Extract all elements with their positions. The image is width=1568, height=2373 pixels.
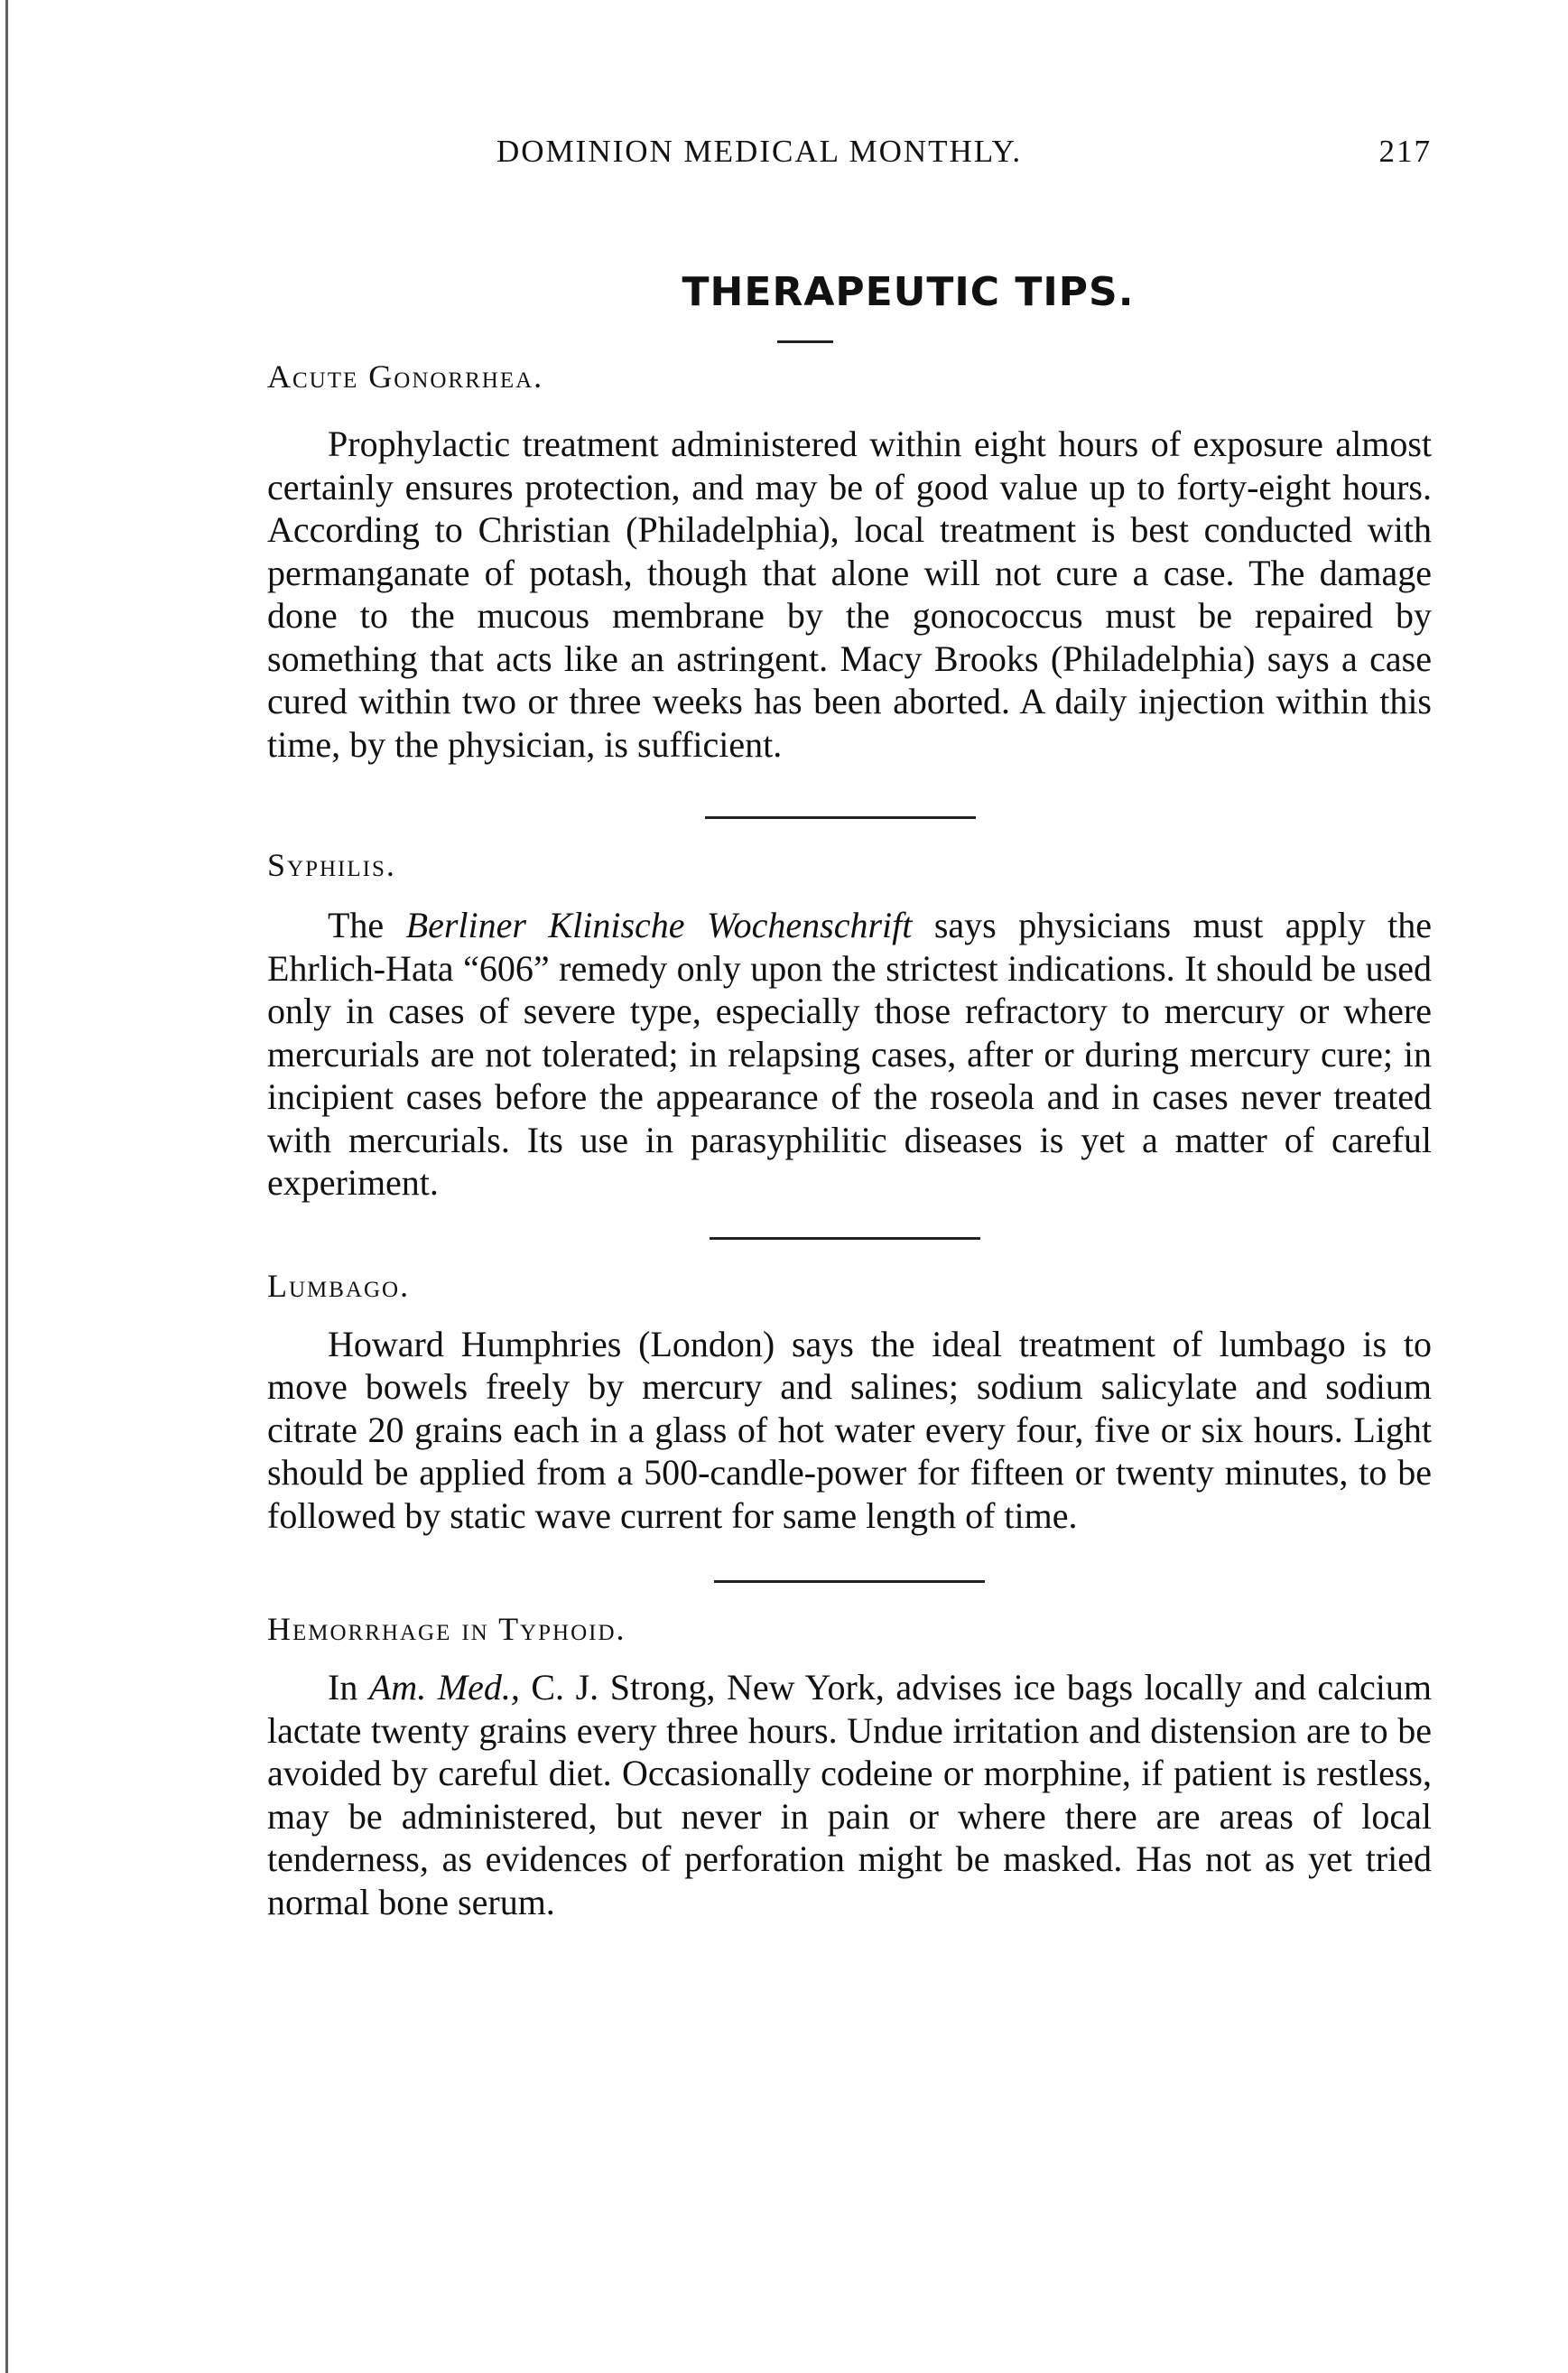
section-paragraph-hemorrhage-in-typhoid <box>267 1666 1432 1923</box>
section-title-hemorrhage-in-typhoid: Hemorrhage in Typhoid. <box>267 1611 626 1647</box>
page-number: 217 <box>1378 134 1432 169</box>
page-edge-line <box>5 0 8 2373</box>
document-page <box>267 134 1432 1923</box>
section-divider <box>714 1580 985 1583</box>
paragraph-text: In <box>328 1667 369 1708</box>
running-head <box>267 134 1432 188</box>
journal-title: DOMINION MEDICAL MONTHLY. <box>496 134 1023 169</box>
paragraph-text: The <box>328 905 406 945</box>
section-title-syphilis: Syphilis. <box>267 847 396 883</box>
page-title: THERAPEUTIC TIPS. <box>682 269 1135 315</box>
title-rule <box>777 340 833 343</box>
journal-citation: Am. Med., <box>368 1667 520 1708</box>
section-paragraph-lumbago: Howard Humphries (London) says the ideal treatment of lumbago is to move bowels freely by mercury and salines; sodium salicylate and sodium citrate 20 grains each in a glass of hot water every four, five or six hours. Light should be applied from a 500-candle-power for fifteen or twenty minutes, to be followed by static wave current for same length of time. <box>267 1323 1432 1536</box>
paragraph-text: C. J. Strong, New York, advises ice bags locally and calcium lactate twenty grains every three hours. Undue irritation and distension are to be avoided by careful diet. Occasionally codeine or morphine, if patient is restless, may be administered, but never in pain or where there are areas of local tenderness, as evidences of perforation might be masked. Has not as yet tried normal bone serum. <box>267 1667 1432 1922</box>
section-divider <box>710 1237 980 1240</box>
section-paragraph-syphilis <box>267 904 1432 1205</box>
section-title-lumbago: Lumbago. <box>267 1267 411 1304</box>
journal-citation: Berliner Klinische Wochenschrift <box>405 905 913 945</box>
paragraph-text: says physicians must apply the Ehrlich-Hata “606” remedy only upon the strictest indications. It should be used only in cases of severe type, especially those refractory to mercury or where mercurials are not tolerated; in relapsing cases, after or during mercury cure; in incipient cases before the appearance of the roseola and in cases never treated with mercurials. Its use in parasyphilitic diseases is yet a matter of careful experiment. <box>267 905 1432 1203</box>
section-divider <box>705 816 976 819</box>
section-paragraph-acute-gonorrhea: Prophylactic treatment administered within eight hours of exposure almost certainly ensures protection, and may be of good value up to forty-eight hours. According to Christian (Philadelphia), local treatment is best conducted with permanganate of potash, though that alone will not cure a case. The damage done to the mucous membrane by the gonococcus must be repaired by something that acts like an astringent. Macy Brooks (Philadelphia) says a case cured within two or three weeks has been aborted. A daily injection within this time, by the physician, is sufficient. <box>267 423 1432 765</box>
section-title-acute-gonorrhea: Acute Gonorrhea. <box>267 358 544 395</box>
